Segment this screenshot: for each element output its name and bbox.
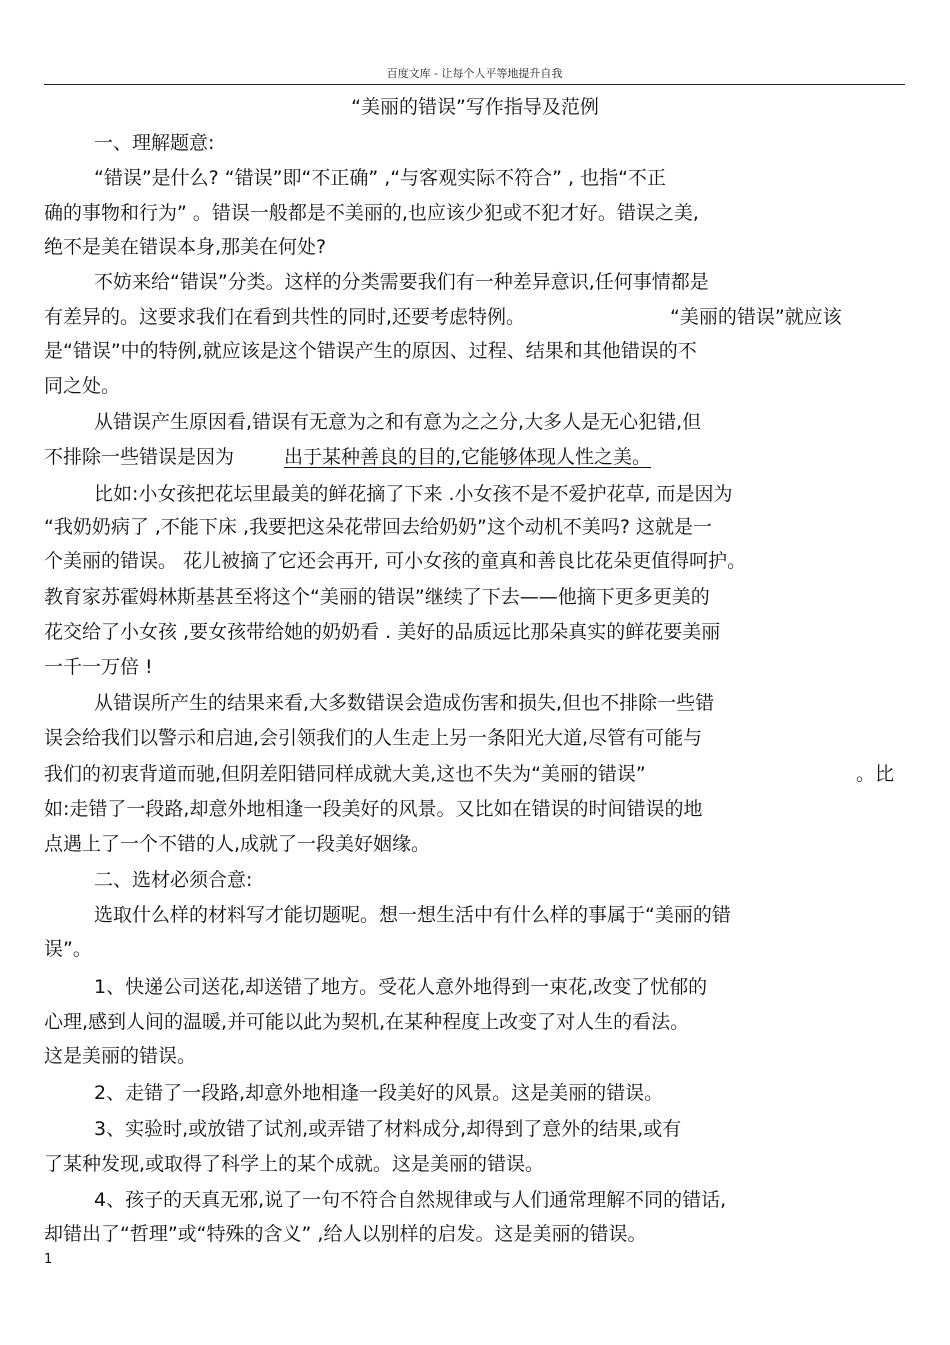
text-line: 从错误产生原因看,错误有无意为之和有意为之之分,大多人是无心犯错,但	[94, 411, 702, 433]
page-header: 百度文库 - 让每个人平等地提升自我	[44, 66, 905, 85]
text-line: 2、走错了一段路,却意外地相逢一段美好的风景。这是美丽的错误。	[94, 1082, 664, 1104]
text-line: 确的事物和行为” 。错误一般都是不美丽的,也应该少犯或不犯才好。错误之美,	[44, 202, 699, 224]
text-line: 花交给了小女孩 ,要女孩带给她的奶奶看 . 美好的品质远比那朵真实的鲜花要美丽	[44, 621, 721, 643]
text-line: 比如:小女孩把花坛里最美的鲜花摘了下来 .小女孩不是不爱护花草, 而是因为	[94, 483, 733, 505]
text-line: “错误”是什么? “错误”即“不正确” ,“与客观实际不符合” , 也指“不正	[94, 167, 666, 189]
text-line: 一千一万倍 !	[44, 656, 153, 678]
text-line: 心理,感到人间的温暖,并可能以此为契机,在某种程度上改变了对人生的看法。	[44, 1011, 690, 1033]
text-line: 绝不是美在错误本身,那美在何处?	[44, 236, 327, 258]
text-line: 这是美丽的错误。	[44, 1045, 197, 1067]
text-line: 教育家苏霍姆林斯基甚至将这个“美丽的错误”继续了下去——他摘下更多更美的	[44, 586, 710, 608]
section-heading: 一、理解题意:	[94, 132, 215, 154]
text-line: 从错误所产生的结果来看,大多数错误会造成伤害和损失,但也不排除一些错	[94, 692, 715, 714]
text-line: 。比	[856, 763, 895, 785]
text-line: 却错出了“哲理”或“特殊的含义” ,给人以别样的启发。这是美丽的错误。	[44, 1223, 647, 1245]
page-number: 1	[44, 1252, 53, 1267]
text-line: 如:走错了一段路,却意外地相逢一段美好的风景。又比如在错误的时间错误的地	[44, 798, 703, 820]
text-line: “我奶奶病了 ,不能下床 ,我要把这朵花带回去给奶奶”这个动机不美吗? 这就是一	[44, 516, 712, 538]
text-line: 有差异的。这要求我们在看到共性的同时,还要考虑特例。	[44, 306, 526, 328]
text-line: 个美丽的错误。 花儿被摘了它还会再开, 可小女孩的童真和善良比花朵更值得呵护。	[44, 550, 747, 572]
text-line: 误会给我们以警示和启迪,会引领我们的人生走上另一条阳光大道,尽管有可能与	[44, 727, 703, 749]
text-line: 3、实验时,或放错了试剂,或弄错了材料成分,却得到了意外的结果,或有	[94, 1118, 682, 1140]
text-line: 选取什么样的材料写才能切题呢。想一想生活中有什么样的事属于“美丽的错	[94, 904, 731, 926]
text-line: 不妨来给“错误”分类。这样的分类需要我们有一种差异意识,任何事情都是	[94, 271, 709, 293]
text-line: 我们的初衷背道而驰,但阴差阳错同样成就大美,这也不失为“美丽的错误”	[44, 763, 646, 785]
text-line: 不排除一些错误是因为	[44, 446, 235, 468]
underlined-text: 出于某种善良的目的,它能够体现人性之美。	[284, 446, 652, 468]
text-line: 同之处。	[44, 375, 121, 397]
text-line: 误”。	[44, 938, 92, 960]
document-title: “美丽的错误”写作指导及范例	[351, 96, 599, 118]
text-line: “美丽的错误”就应该	[670, 306, 842, 328]
text-line: 是“错误”中的特例,就应该是这个错误产生的原因、过程、结果和其他错误的不	[44, 340, 697, 362]
text-line: 1、快递公司送花,却送错了地方。受花人意外地得到一束花,改变了忧郁的	[94, 976, 708, 998]
text-line: 了某种发现,或取得了科学上的某个成就。这是美丽的错误。	[44, 1153, 545, 1175]
text-line: 4、孩子的天真无邪,说了一句不符合自然规律或与人们通常理解不同的错话,	[94, 1189, 727, 1211]
text-line: 点遇上了一个不错的人,成就了一段美好姻缘。	[44, 833, 431, 855]
section-heading: 二、选材必须合意:	[94, 869, 253, 891]
